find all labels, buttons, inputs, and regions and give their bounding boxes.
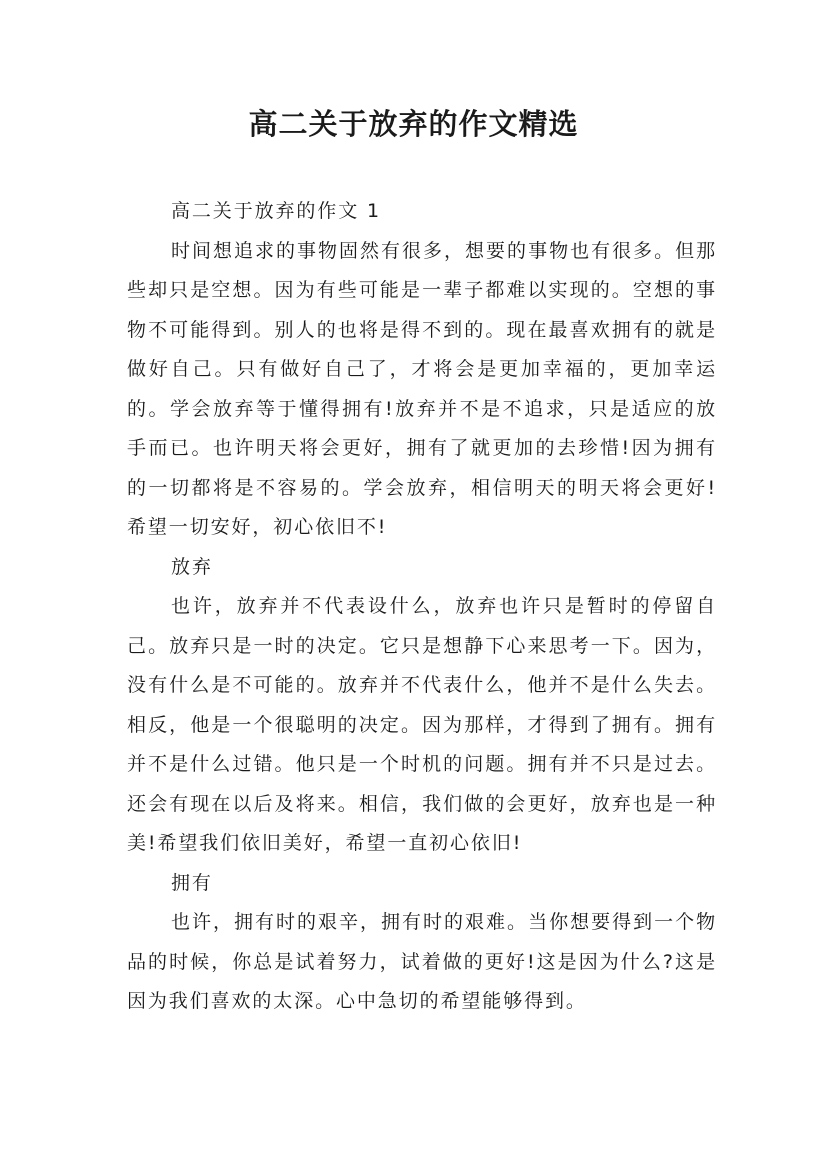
body-paragraph: 时间想追求的事物固然有很多，想要的事物也有很多。但那些却只是空想。因为有些可能是一辈子都难以实现的。空想的事物不可能得到。别人的也将是得不到的。现在最喜欢拥有的就是做好自己。只有做好自己了，才将会是更加幸福的，更加幸运的。学会放弃等于懂得拥有!放弃并不是不追求，只是适应的放手而已。也许明天将会更好，拥有了就更加的去珍惜!因为拥有的一切都将是不容易的。学会放弃，相信明天的明天将会更好!希望一切安好，初心依旧不! bbox=[127, 239, 717, 538]
document-title: 高二关于放弃的作文精选 bbox=[248, 107, 579, 141]
body-paragraph: 也许，拥有时的艰辛，拥有时的艰难。当你想要得到一个物品的时候，你总是试着努力，试着做的更好!这是因为什么?这是因为我们喜欢的太深。心中急切的希望能够得到。 bbox=[127, 911, 717, 1012]
section-heading: 放弃 bbox=[171, 555, 213, 578]
section-heading: 高二关于放弃的作文 1 bbox=[171, 200, 382, 222]
section-heading: 拥有 bbox=[171, 871, 213, 894]
body-paragraph: 也许，放弃并不代表设什么，放弃也许只是暂时的停留自己。放弃只是一时的决定。它只是想静下心来思考一下。因为，没有什么是不可能的。放弃并不代表什么，他并不是什么失去。相反，他是一个很聪明的决定。因为那样，才得到了拥有。拥有并不是什么过错。他只是一个时机的问题。拥有并不只是过去。还会有现在以后及将来。相信，我们做的会更好，放弃也是一种美!希望我们依旧美好，希望一直初心依旧! bbox=[127, 595, 717, 854]
document-body bbox=[127, 192, 717, 1022]
